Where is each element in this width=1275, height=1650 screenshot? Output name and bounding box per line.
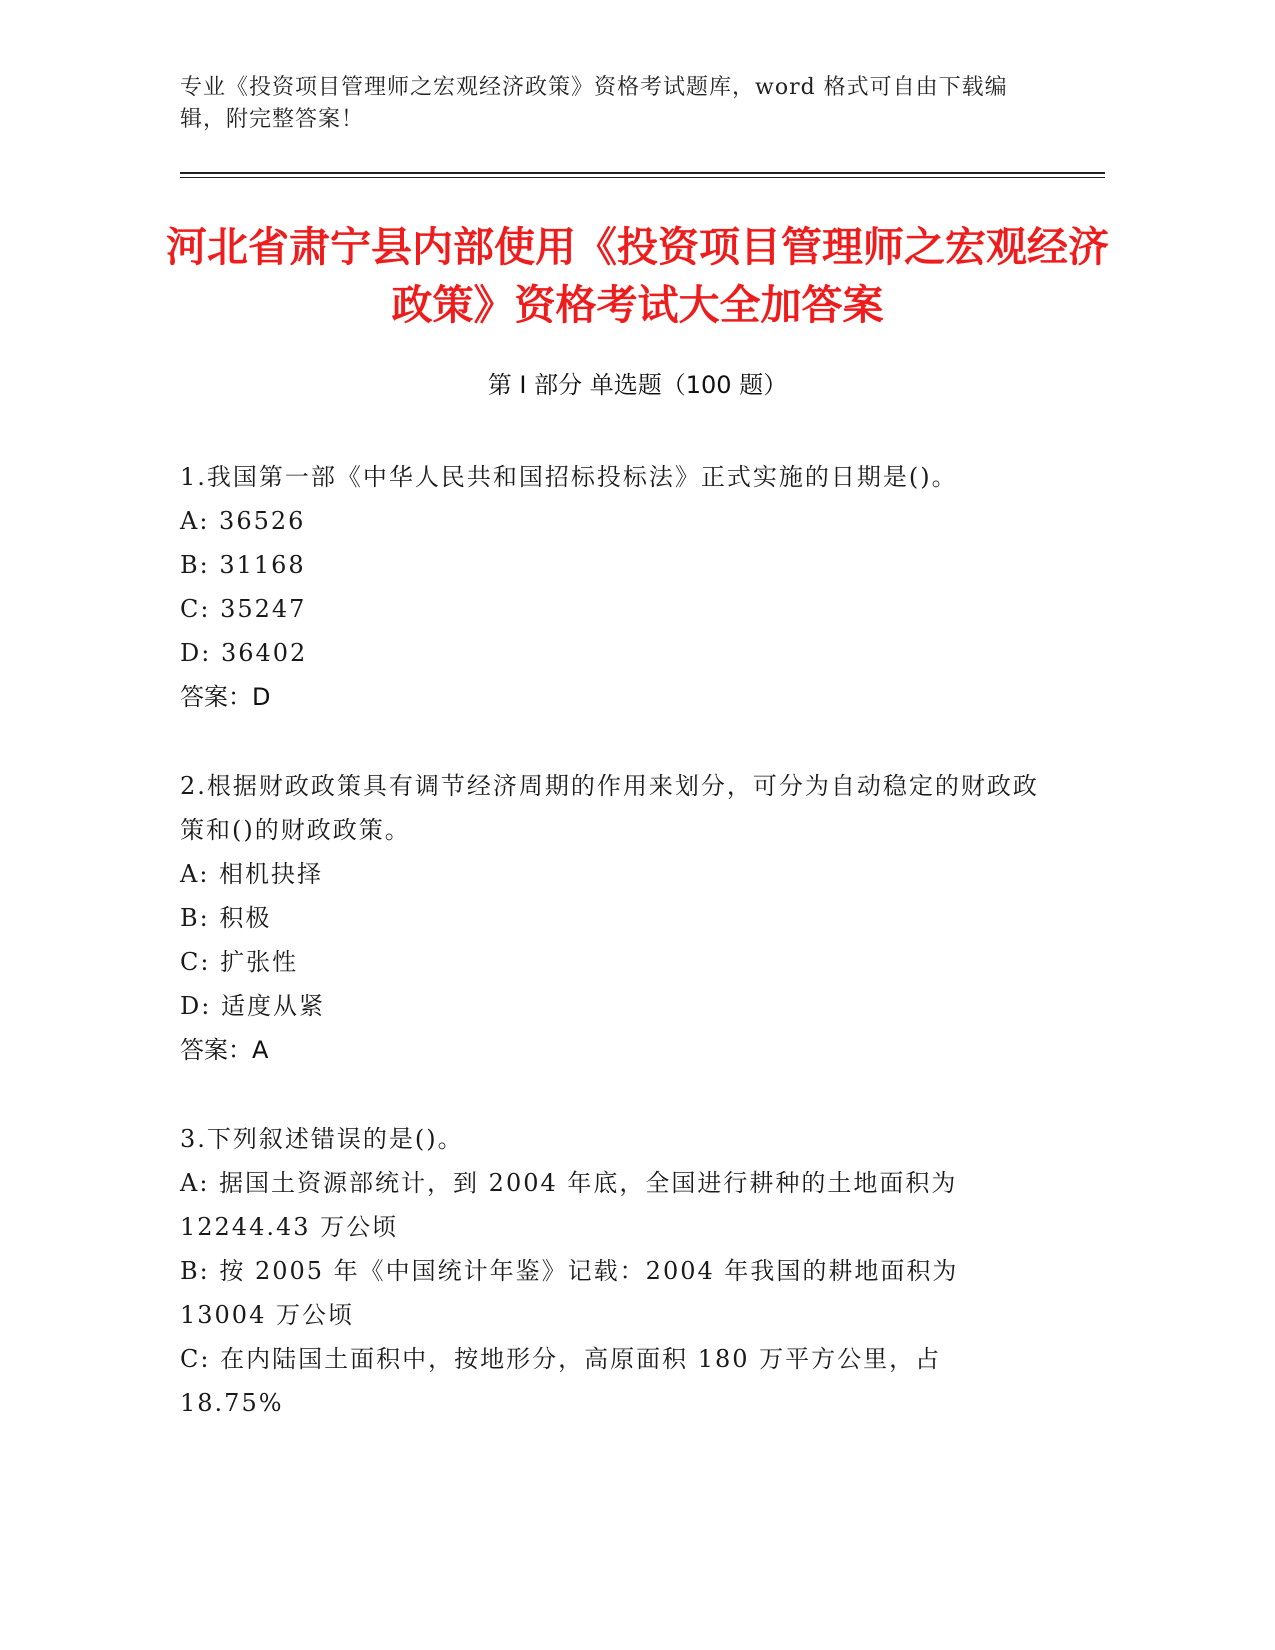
question-stem: 3.下列叙述错误的是()。 — [180, 1125, 464, 1153]
question-1 — [180, 455, 1040, 719]
option-a: A: 相机抉择 — [180, 860, 324, 888]
option-b: B: 按 2005 年《中国统计年鉴》记载：2004 年我国的耕地面积为 13004 万公顷 — [180, 1257, 959, 1329]
option-b: B: 积极 — [180, 904, 272, 932]
option-d: D: 36402 — [180, 639, 308, 667]
option-a: A: 据国土资源部统计，到 2004 年底，全国进行耕种的土地面积为 12244.43 万公顷 — [180, 1169, 958, 1241]
question-list — [180, 455, 1040, 1470]
question-2 — [180, 764, 1040, 1072]
option-d: D: 适度从紧 — [180, 992, 325, 1020]
question-answer: 答案：A — [180, 1036, 269, 1064]
document-title: 河北省肃宁县内部使用《投资项目管理师之宏观经济政策》资格考试大全加答案 — [166, 223, 1109, 329]
question-stem: 2.根据财政政策具有调节经济周期的作用来划分，可分为自动稳定的财政政策和()的财政政策。 — [180, 772, 1039, 844]
header-divider-thin — [180, 177, 1105, 178]
question-answer: 答案：D — [180, 683, 271, 711]
section-heading: 第 I 部分 单选题（100 题） — [487, 371, 788, 399]
question-stem: 1.我国第一部《中华人民共和国招标投标法》正式实施的日期是()。 — [180, 463, 958, 491]
option-c: C: 在内陆国土面积中，按地形分，高原面积 180 万平方公里，占 18.75% — [180, 1345, 942, 1417]
option-b: B: 31168 — [180, 551, 306, 579]
header-divider-thick — [180, 172, 1105, 174]
header-note: 专业《投资项目管理师之宏观经济政策》资格考试题库，word 格式可自由下载编辑，附完整答案！ — [180, 75, 1008, 132]
option-a: A: 36526 — [180, 507, 306, 535]
option-c: C: 扩张性 — [180, 948, 299, 976]
question-3 — [180, 1117, 1040, 1425]
option-c: C: 35247 — [180, 595, 307, 623]
